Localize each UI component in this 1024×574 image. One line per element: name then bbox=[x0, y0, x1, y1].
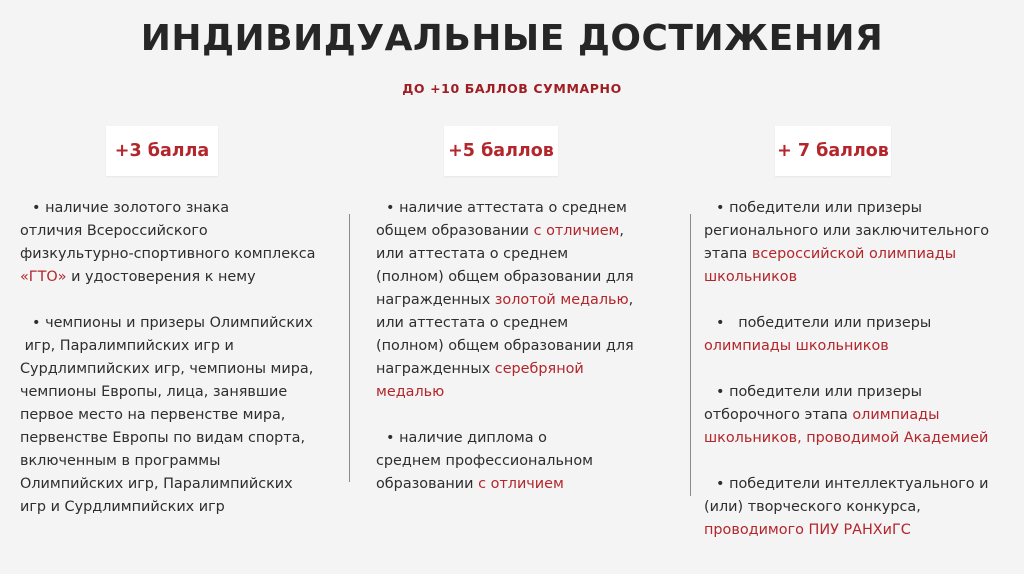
text-line: Олимпийских игр, Паралимпийских bbox=[20, 476, 293, 492]
highlight-gold-medal: золотой медалью bbox=[494, 292, 629, 308]
column-7-points bbox=[704, 197, 1016, 565]
list-item-academy-olympiad bbox=[704, 381, 1016, 450]
highlight-honors: с отличием bbox=[533, 223, 620, 239]
text-line: • победители интеллектуального и bbox=[716, 476, 989, 492]
text-line: или аттестата о среднем bbox=[376, 315, 569, 331]
list-item-diploma bbox=[376, 427, 681, 496]
text-line bbox=[704, 243, 1016, 266]
highlight-piu: проводимого ПИУ РАНХиГС bbox=[704, 522, 911, 538]
text-line: Сурдлимпийских игр, чемпионы мира, bbox=[20, 361, 314, 377]
column-3-points bbox=[20, 197, 340, 542]
text-line: игр, Паралимпийских игр и bbox=[20, 338, 234, 354]
column-divider-left bbox=[349, 214, 350, 482]
text-line: (полном) общем образовании для bbox=[376, 338, 634, 354]
highlight-gto: «ГТО» bbox=[20, 269, 67, 285]
heading-5-points: +5 баллов bbox=[444, 126, 558, 176]
text-fragment: общем образовании bbox=[376, 223, 534, 239]
heading-7-points: + 7 баллов bbox=[775, 126, 891, 176]
text-line: (или) творческого конкурса, bbox=[704, 499, 921, 515]
text-line bbox=[376, 473, 681, 496]
text-fragment: этапа bbox=[704, 246, 752, 262]
list-item-attestat bbox=[376, 197, 681, 404]
column-divider-right bbox=[690, 214, 691, 496]
text-line: • чемпионы и призеры Олимпийских bbox=[32, 315, 313, 331]
text-line: среднем профессиональном bbox=[376, 453, 594, 469]
highlight-honors: с отличием bbox=[478, 476, 564, 492]
text-line: • наличие диплома о bbox=[386, 430, 547, 446]
text-line: чемпионы Европы, лица, занявшие bbox=[20, 384, 288, 400]
highlight-silver: серебряной bbox=[494, 361, 584, 377]
text-line bbox=[376, 358, 681, 381]
list-item-olympiads bbox=[704, 312, 1016, 358]
text-fragment: и удостоверения к нему bbox=[66, 269, 256, 285]
text-line bbox=[704, 404, 1016, 427]
text-line: первое место на первенстве мира, bbox=[20, 407, 286, 423]
text-line bbox=[376, 220, 681, 243]
text-line: регионального или заключительного bbox=[704, 223, 990, 239]
text-fragment: награжденных bbox=[376, 361, 495, 377]
highlight-olympiad: олимпиады bbox=[852, 407, 940, 423]
text-line: • победители или призеры bbox=[716, 200, 923, 216]
text-line: • наличие аттестата о среднем bbox=[386, 200, 627, 216]
list-item-vsosh bbox=[704, 197, 1016, 289]
text-line: первенстве Европы по видам спорта, bbox=[20, 430, 306, 446]
text-line: • победители или призеры bbox=[716, 384, 923, 400]
highlight-olympiads: олимпиады школьников bbox=[704, 338, 889, 354]
text-fragment: награжденных bbox=[376, 292, 495, 308]
text-line: или аттестата о среднем bbox=[376, 246, 569, 262]
page-subtitle: ДО +10 БАЛЛОВ СУММАРНО bbox=[402, 81, 622, 96]
text-fragment: образовании bbox=[376, 476, 479, 492]
heading-3-points: +3 балла bbox=[106, 126, 218, 176]
text-line: игр и Сурдлимпийских игр bbox=[20, 499, 225, 515]
list-item-champions bbox=[20, 312, 340, 519]
column-5-points bbox=[376, 197, 681, 519]
text-line: отличия Всероссийского bbox=[20, 223, 208, 239]
highlight-medal: медалью bbox=[376, 384, 445, 400]
text-fragment: , bbox=[628, 292, 634, 308]
list-item-contest bbox=[704, 473, 1016, 542]
highlight-vsosh: всероссийской олимпиады bbox=[751, 246, 957, 262]
text-line bbox=[376, 289, 681, 312]
text-line: включенным в программы bbox=[20, 453, 221, 469]
text-line: • победители или призеры bbox=[716, 315, 932, 331]
text-line: • наличие золотого знака bbox=[32, 200, 230, 216]
highlight-schoolchildren: школьников bbox=[704, 269, 798, 285]
text-fragment: , bbox=[619, 223, 624, 239]
text-line: (полном) общем образовании для bbox=[376, 269, 634, 285]
text-fragment: отборочного этапа bbox=[704, 407, 853, 423]
highlight-academy: школьников, проводимой Академией bbox=[704, 430, 989, 446]
text-line: физкультурно-спортивного комплекса bbox=[20, 246, 316, 262]
page-title: ИНДИВИДУАЛЬНЫЕ ДОСТИЖЕНИЯ bbox=[140, 18, 884, 59]
list-item-gto bbox=[20, 197, 340, 289]
text-line bbox=[20, 266, 340, 289]
